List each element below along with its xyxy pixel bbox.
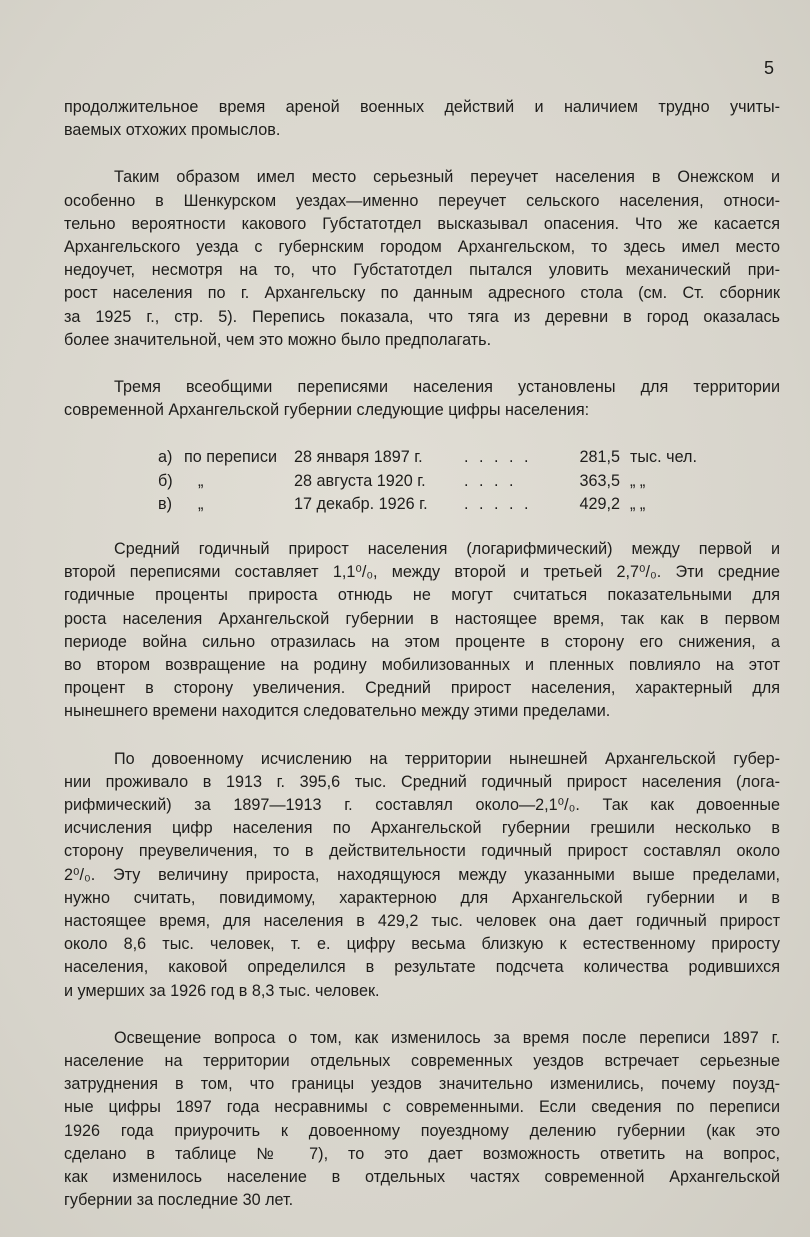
item-dots: . . . . xyxy=(464,471,517,490)
text-line: Средний годичный прирост населения (логарифмический) между первой и xyxy=(114,540,780,558)
item-letter: а) xyxy=(158,448,173,467)
census-list xyxy=(64,446,780,516)
item-date: 28 августа 1920 г. xyxy=(294,471,426,490)
text-line: периоде война сильно отразилась на этом проценте в сторону его снижения, а xyxy=(64,632,780,651)
item-dots: . . . . . xyxy=(464,448,532,467)
text-line: недоучет, несмотря на то, что Губстатотдел пытался уловить механический при- xyxy=(64,261,780,280)
item-source: „ xyxy=(198,494,204,513)
item-dots: . . . . . xyxy=(464,494,532,513)
text-line: нужно считать, повидимому, характерною для Архангельской губернии и в xyxy=(64,888,780,907)
text-line: нии проживало в 1913 г. 395,6 тыс. Средний годичный прирост населения (лога- xyxy=(64,772,780,791)
list-item xyxy=(64,446,780,469)
item-unit: тыс. чел. xyxy=(630,448,697,467)
text-line: тельно вероятности какового Губстатотдел высказывал опасения. Что же касается xyxy=(64,214,780,233)
item-letter: б) xyxy=(158,471,173,490)
text-line: Архангельского уезда с губернским городом Архангельском, то здесь имел место xyxy=(64,238,780,257)
list-item xyxy=(64,470,780,493)
text-line: Тремя всеобщими переписями населения установлены для территории xyxy=(114,378,780,397)
item-date: 17 декабр. 1926 г. xyxy=(294,494,428,513)
paragraph-county-comparison xyxy=(64,1027,780,1213)
list-item xyxy=(64,493,780,516)
item-value: 281,5 xyxy=(579,448,620,467)
item-unit: „ „ xyxy=(630,471,646,490)
item-unit: „ „ xyxy=(630,494,646,513)
text-line: около 8,6 тыс. человек, т. е. цифру весьма близкую к естественному приросту xyxy=(64,935,780,954)
text-line: более значительной, чем это можно было предполагать. xyxy=(64,330,492,349)
text-line: ваемых отхожих промыслов. xyxy=(64,121,281,140)
text-line: и умерших за 1926 год в 8,3 тыс. человек. xyxy=(64,981,380,1000)
item-value: 363,5 xyxy=(579,471,620,490)
paragraph-prewar-estimate xyxy=(64,748,780,1003)
text-line: во втором возвращение на родину мобилизованных и пленных повлияло на этот xyxy=(64,656,780,675)
text-line: процент в сторону увеличения. Средний прирост населения, характерный для xyxy=(64,679,780,698)
text-line: 2⁰/₀. Эту величину прироста, находящуюся между указанными выше пределами, xyxy=(64,865,780,884)
text-line: второй переписями составляет 1,1⁰/₀, между второй и третьей 2,7⁰/₀. Эти средние xyxy=(64,563,780,582)
text-line: роста населения Архангельской губернии в настоящее время, так как в первом xyxy=(64,609,780,628)
text-line: По довоенному исчислению на территории нынешней Архангельской губер- xyxy=(114,749,780,768)
text-line: настоящее время, для населения в 429,2 тыс. человек она дает годичный прирост xyxy=(64,912,780,931)
text-line: ные цифры 1897 года несравнимы с современными. Если сведения по переписи xyxy=(64,1098,780,1117)
paragraph-continuation xyxy=(64,96,780,142)
text-line: рифмический) за 1897—1913 г. составлял около—2,1⁰/₀. Так как довоенные xyxy=(64,796,780,815)
item-date: 28 января 1897 г. xyxy=(294,448,423,467)
text-line: население на территории отдельных современных уездов встречает серьезные xyxy=(64,1052,780,1071)
text-line: нынешнего времени находится следовательно между этими пределами. xyxy=(64,702,611,721)
text-line: затруднения в том, что границы уездов значительно изменились, почему поузд- xyxy=(64,1075,780,1094)
text-line: исчисления цифр населения по Архангельской губернии грешили несколько в xyxy=(64,819,780,838)
paragraph-growth-rate xyxy=(64,538,780,724)
text-line: годичные проценты прироста отнюдь не могут считаться показательными для xyxy=(64,586,780,605)
text-line: рост населения по г. Архангельску по данным адресного стола (см. Ст. сборник xyxy=(64,284,780,303)
text-line: Таким образом имел место серьезный переучет населения в Онежском и xyxy=(114,168,780,187)
text-line: продолжительное время ареной военных действий и наличием трудно учиты- xyxy=(64,98,780,116)
text-line: 1926 года приурочить к довоенному поуездному делению губернии (как это xyxy=(64,1121,780,1140)
item-letter: в) xyxy=(158,494,172,513)
text-line: Освещение вопроса о том, как изменилось за время после переписи 1897 г. xyxy=(114,1028,780,1047)
page-number: 5 xyxy=(763,58,774,78)
item-source: по переписи xyxy=(184,448,277,467)
text-line: за 1925 г., стр. 5). Перепись показала, что тяга из деревни в город оказалась xyxy=(64,307,780,326)
text-line: сторону преувеличения, то в действительности годичный прирост составлял около xyxy=(64,842,780,861)
body-text xyxy=(64,96,780,1212)
text-line: сделано в таблице № 7), то это дает возможность ответить на вопрос, xyxy=(64,1144,780,1163)
text-line: населения, каковой определился в результате подсчета количества родившихся xyxy=(64,958,780,977)
text-line: особенно в Шенкурском уездах—именно переучет сельского населения, относи- xyxy=(64,191,780,210)
item-value: 429,2 xyxy=(579,494,620,513)
text-line: современной Архангельской губернии следующие цифры населения: xyxy=(64,401,590,420)
paragraph-overcount xyxy=(64,166,780,352)
text-line: губернии за последние 30 лет. xyxy=(64,1191,294,1210)
text-line: как изменилось население в отдельных частях современной Архангельской xyxy=(64,1168,780,1187)
paragraph-census-intro xyxy=(64,376,780,422)
item-source: „ xyxy=(198,471,204,490)
